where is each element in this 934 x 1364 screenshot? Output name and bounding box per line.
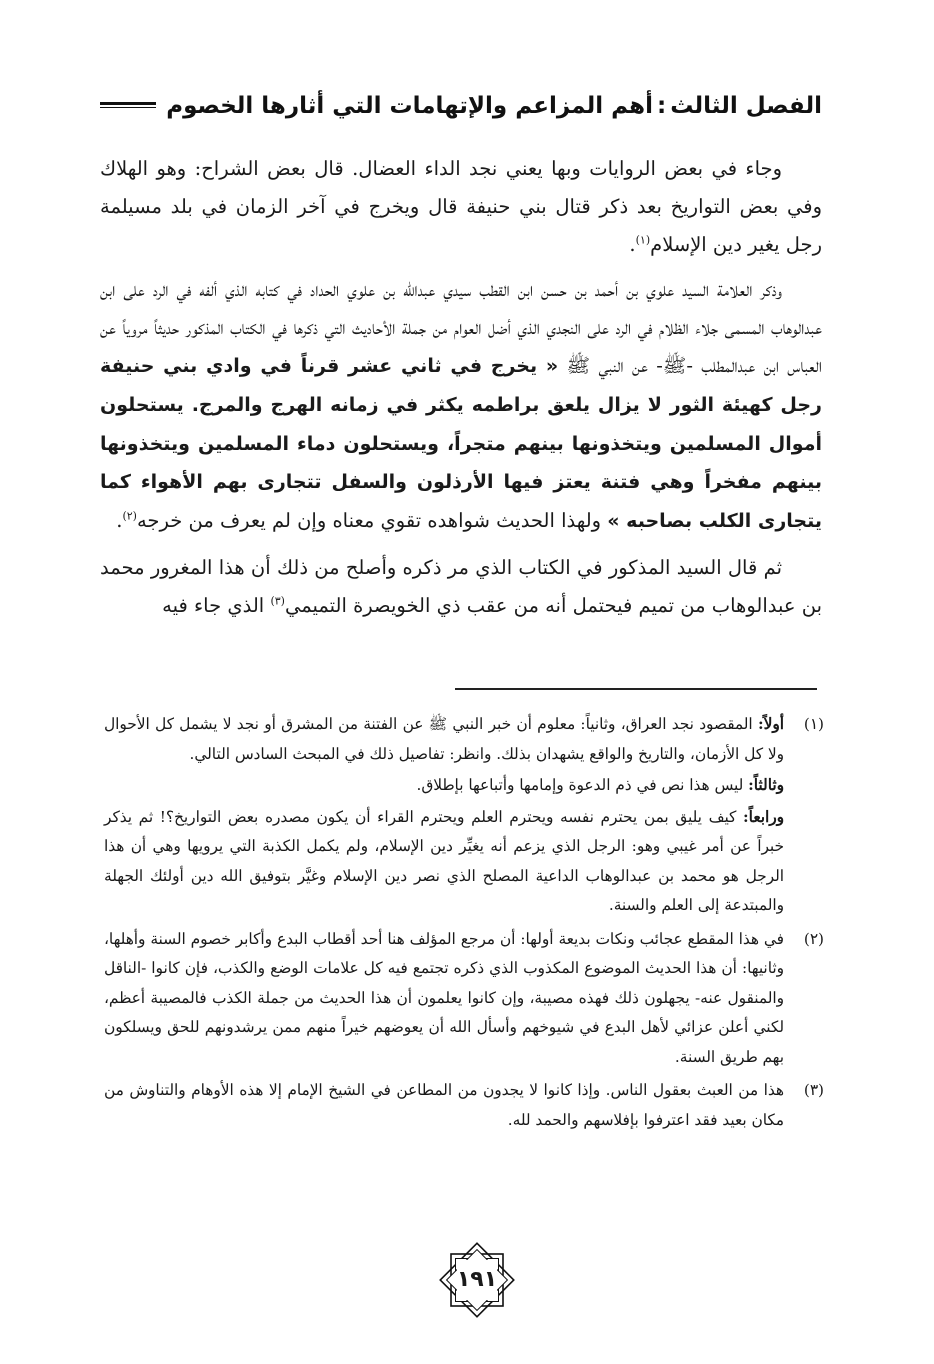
paragraph-1-text: وجاء في بعض الروايات وبها يعني نجد الداء العضال. قال بعض الشراح: وهو الهلاك وفي بعض التواريخ بعد ذكر قتال بني حنيفة قال ويخرج في آخر الزمان في بلد مسيلمة رجل يغير دين الإسلام	[100, 157, 822, 256]
footnote-body	[104, 710, 784, 921]
footnote-text: المقصود نجد العراق، وثانياً: معلوم أن خبر النبي ﷺ عن الفتنة من المشرق أو نجد لا يشمل كل الأحوال ولا كل الأزمان، والتاريخ والواقع يشهدان بذلك. وانظر: تفاصيل ذلك في المبحث السادس التالي.	[104, 715, 784, 763]
hadith-quote: « يخرج في ثاني عشر قرناً في وادي بني حنيفة رجل كهيئة الثور لا يزال يلعق براطمه يكثر في زمانه الهرج والمرج. يستحلون أموال المسلمين ويتخذونها بينهم متجراً، ويستحلون دماء المسلمين ويتخذونها بينهم مفخراً وهي فتنة يعتز فيها الأرذلون والسفل تتجارى بهم الأهواء كما يتجارى الكلب بصاحبه »	[100, 354, 822, 533]
running-header	[100, 82, 822, 130]
paragraph-1: وجاء في بعض الروايات وبها يعني نجد الداء العضال. قال بعض الشراح: وهو الهلاك وفي بعض التواريخ بعد ذكر قتال بني حنيفة قال ويخرج في آخر الزمان في بلد مسيلمة رجل يغير دين الإسلام$^{(١)}$.	[100, 157, 822, 256]
paragraph-2-intro: وذكر العلامة السيد علوي بن أحمد بن حسن ابن القطب سيدي عبدالله بن علوي الحداد في كتابه الذي ألفه في الرد على ابن عبدالوهاب المسمى جلاء الظلام في الرد على النجدي الذي أضل العوام من جملة الأحاديث التي ذكرها في الكتاب المذكور حديثاً مروياً عن العباس ابن عبدالمطلب -ﷺ- عن النبي ﷺ	[100, 278, 822, 377]
header-title	[166, 93, 822, 119]
footnote-body	[104, 1076, 784, 1135]
paragraph-2-outro: ولهذا الحديث شواهده تقوي معناه وإن لم يعرف من خرجه	[136, 509, 602, 533]
page-number: ١٩١	[456, 1267, 498, 1292]
main-text	[100, 150, 822, 633]
page-number-ornament	[437, 1240, 517, 1320]
footnote-paragraph	[104, 771, 784, 801]
footnote-number: (٢)	[803, 929, 824, 948]
paragraph-3	[100, 549, 822, 625]
footnote-lead: وثالثاً:	[748, 776, 784, 794]
footnote-ref-3: (٣)	[270, 594, 285, 608]
header-chapter-title: أهم المزاعم والإتهامات التي أثارها الخصوم	[166, 93, 653, 119]
footnote-paragraph	[104, 710, 784, 769]
footnote-separator	[455, 688, 817, 690]
footnote-lead: ورابعاً:	[743, 807, 784, 826]
header-chapter: الفصل الثالث	[670, 93, 822, 119]
footnote-body	[104, 925, 784, 1073]
footnote-1	[104, 710, 824, 921]
footnote-text: ليس هذا نص في ذم الدعوة وإمامها وأتباعها بإطلاق.	[416, 776, 744, 794]
footnote-text: كيف يليق بمن يحترم نفسه ويحترم العلم ويحترم القراء أن يكون مصدره بعض التواريخ؟! ثم يذكر خبراً عن أمر غيبي وهو: الرجل الذي يزعم أنه يغيِّر دين الإسلام، ولم يكمل الكذبة التي يرويها وهي أن هذا الرجل هو محمد بن عبدالوهاب الداعية المصلح الذي نصر دين الإسلام وغيَّر بتوفيق الله دين أولئك الجهلة والمبتدعة إلى العلم والسنة.	[104, 807, 784, 914]
footnote-number: (٣)	[803, 1081, 824, 1099]
paragraph-3-text: ثم قال السيد المذكور في الكتاب الذي مر ذكره وأصلح من ذلك أن هذا المغرور محمد بن عبدالوهاب من تميم فيحتمل أنه من عقب ذي الخويصرة التميمي	[100, 555, 822, 617]
footnote-paragraph	[104, 803, 784, 921]
footnote-ref-1: (١)	[635, 233, 651, 247]
footnote-ref-2: (٢)	[122, 509, 137, 523]
footnote-number: (١)	[803, 715, 824, 733]
footnote-text: في هذا المقطع عجائب ونكات بديعة أولها: أن مرجع المؤلف هنا أحد أقطاب البدع وأكابر خصوم السنة وأهلها، وثانيها: أن هذا الحديث الموضوع المكذوب الذي ذكره تجتمع فيه كل علامات الوضع والكذب، فإن كانوا -الناقل والمنقول عنه- يجهلون ذلك فهذه مصيبة، وإن كانوا يعلمون أن هذا الحديث من جملة الكذب فالمصيبة أعظم، لكني أعلن عزائي لأهل البدع في شيوخهم وأسأل الله أن يعوضهم خيراً منهم ممن يرشدونهم للحق ويسلكون بهم طريق السنة.	[104, 929, 784, 1066]
footnote-paragraph	[104, 1076, 784, 1135]
footnote-paragraph	[104, 925, 784, 1073]
footnote-3	[104, 1076, 824, 1135]
footnote-text: هذا من العبث بعقول الناس. وإذا كانوا لا يجدون من المطاعن في الشيخ الإمام إلا هذه الأوهام والتناوش من مكان بعيد فقد اعترفوا بإفلاسهم والحمد لله.	[104, 1081, 784, 1129]
paragraph-3-tail: الذي جاء فيه	[162, 593, 265, 617]
footnotes	[104, 710, 824, 1139]
footnote-lead: أولاً:	[757, 715, 784, 733]
header-colon: :	[656, 93, 667, 119]
header-double-rule	[100, 101, 156, 111]
paragraph-2: وذكر العلامة السيد علوي بن أحمد بن حسن ابن القطب سيدي عبدالله بن علوي الحداد في كتابه الذي ألفه في الرد على ابن عبدالوهاب المسمى جلاء الظلام في الرد على النجدي الذي أضل العوام من جملة الأحاديث التي ذكرها في الكتاب المذكور حديثاً مروياً عن العباس ابن عبدالمطلب -ﷺ- عن النبي ﷺ « يخرج في ثاني عشر قرناً في وادي بني حنيفة رجل كهيئة الثور لا يزال يلعق براطمه يكثر في زمانه الهرج والمرج. يستحلون أموال المسلمين ويتخذونها بينهم متجراً، ويستحلون دماء المسلمين ويتخذونها بينهم مفخراً وهي فتنة يعتز فيها الأرذلون والسفل تتجارى بهم الأهواء كما يتجارى الكلب بصاحبه » ولهذا الحديث شواهده تقوي معناه وإن لم يعرف من خرجه$^{(٢)}$.	[100, 278, 822, 533]
footnote-2	[104, 925, 824, 1073]
